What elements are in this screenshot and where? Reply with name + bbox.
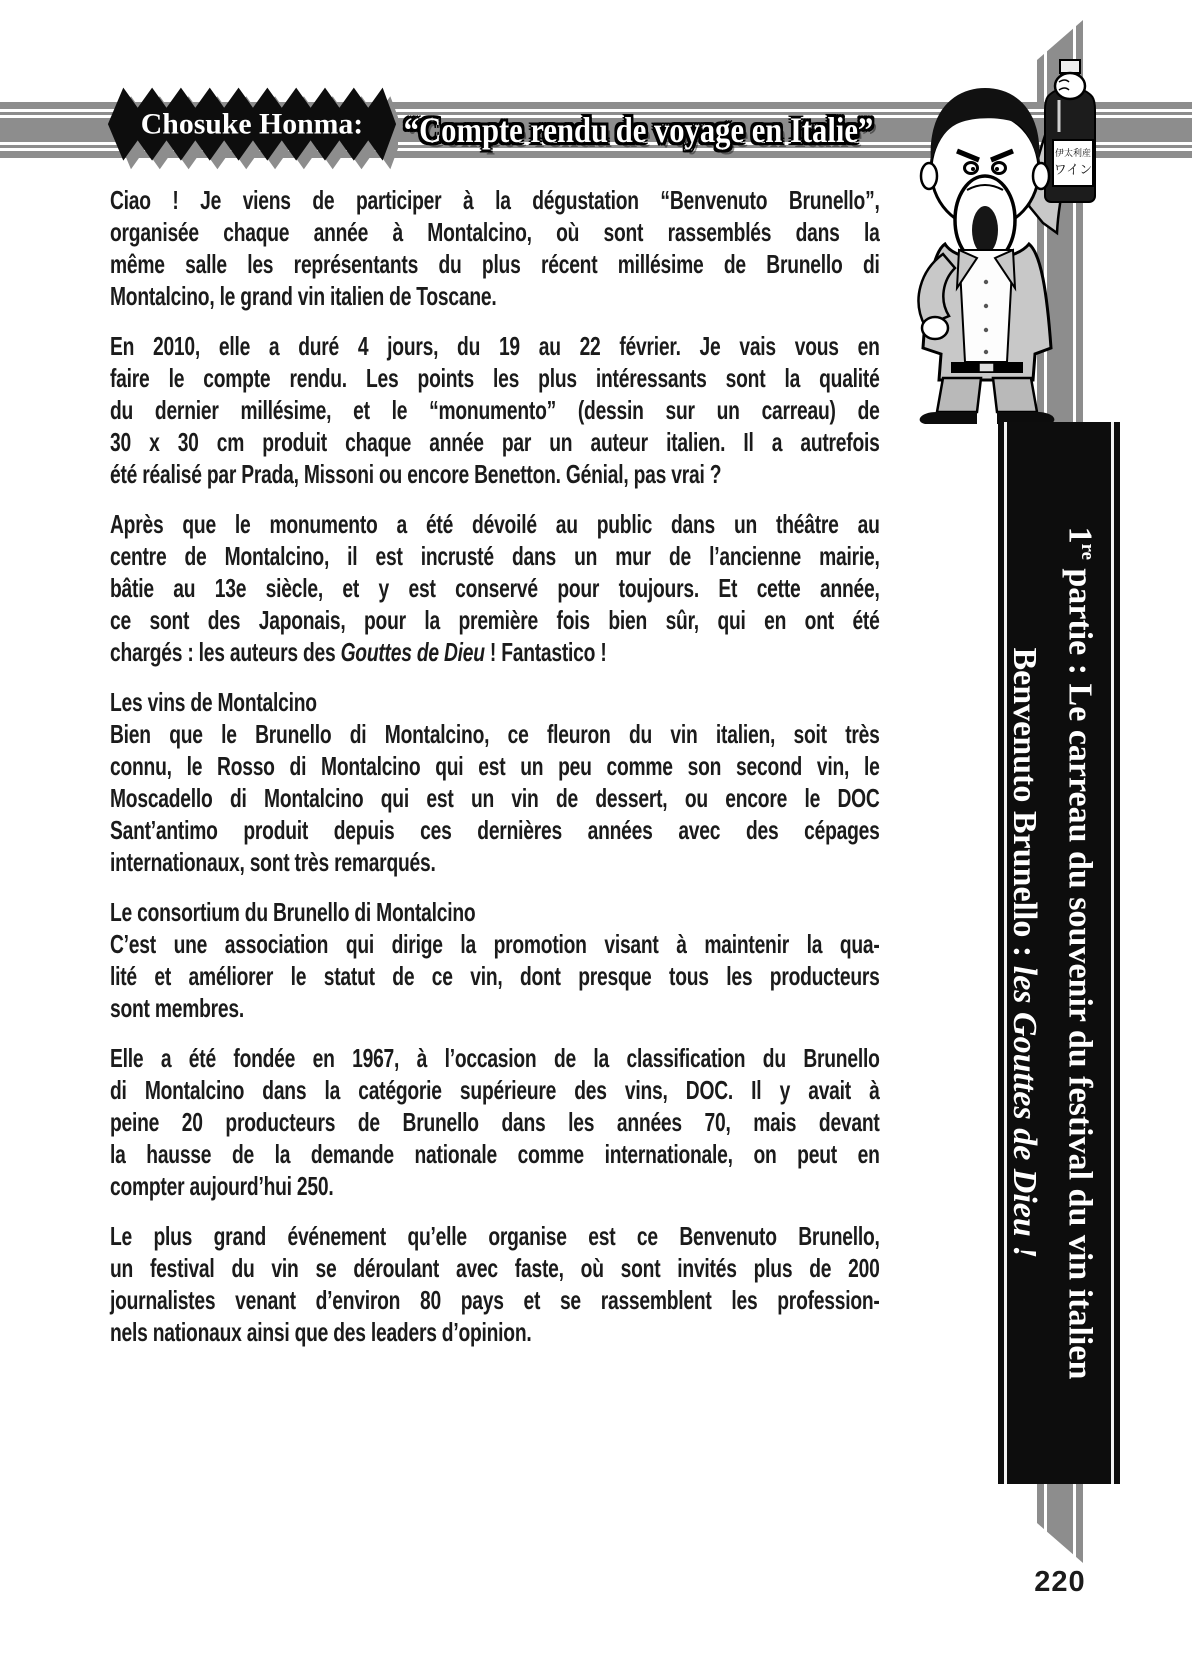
- text-line: nels nationaux ainsi que des leaders d’opinion.: [110, 1317, 532, 1347]
- text-line: Le plus grand événement qu’elle organise est ce Benvenuto Brunello,: [110, 1221, 880, 1251]
- text-line: Ciao ! Je viens de participer à la dégustation “Benvenuto Brunello”,: [110, 185, 880, 215]
- chapter-strip-line1: 1re partie : Le carreau du souvenir du festival du vin italien: [1061, 526, 1099, 1380]
- text-line: Montalcino, le grand vin italien de Toscane.: [110, 281, 497, 311]
- shoe: [920, 412, 977, 424]
- text-line: Bien que le Brunello di Montalcino, ce fleuron du vin italien, soit très: [110, 719, 880, 749]
- text-line: même salle les représentants du plus récent millésime de Brunello di: [110, 249, 880, 279]
- text-line: di Montalcino dans la catégorie supérieure des vins, DOC. Il y avait à: [110, 1075, 880, 1105]
- paragraph: [110, 1220, 880, 1348]
- page-number: 220: [1034, 1566, 1086, 1598]
- paragraph: [110, 1042, 880, 1202]
- chapter-strip-line2: Benvenuto Brunello : les Gouttes de Dieu !: [1005, 647, 1043, 1259]
- paragraph: [110, 718, 880, 878]
- paragraph: [110, 928, 880, 1024]
- text-line: Après que le monumento a été dévoilé au public dans un théâtre au: [110, 509, 880, 539]
- text-line: la hausse de la demande nationale comme internationale, on peut en: [110, 1139, 880, 1169]
- author-badge-label: Chosuke Honma:: [140, 107, 364, 141]
- text-line: chargés : les auteurs des Gouttes de Dieu ! Fantastico !: [110, 637, 607, 667]
- text-line: organisée chaque année à Montalcino, où sont rassemblés dans la: [110, 217, 880, 247]
- text-line: connu, le Rosso di Montalcino qui est un peu comme son second vin, le: [110, 751, 880, 781]
- text-line: En 2010, elle a duré 4 jours, du 19 au 22 février. Je vais vous en: [110, 331, 880, 361]
- paragraph: [110, 330, 880, 490]
- character-body: [919, 244, 1055, 424]
- text-line: C’est une association qui dirige la promotion visant à maintenir la qua-: [110, 929, 880, 959]
- character-illustration: [893, 48, 1145, 425]
- text-line: un festival du vin se déroulant avec faste, où sont invités plus de 200: [110, 1253, 880, 1283]
- text-line: bâtie au 13e siècle, et y est conservé pour toujours. Et cette année,: [110, 573, 880, 603]
- text-line: journalistes venant d’environ 80 pays et se rassemblent les profession-: [110, 1285, 880, 1315]
- article: [110, 184, 880, 1366]
- text-line: Moscadello di Montalcino qui est un vin de dessert, ou encore le DOC: [110, 783, 880, 813]
- paragraph: [110, 508, 880, 668]
- text-line: lité et améliorer le statut de ce vin, dont presque tous les producteurs: [110, 961, 880, 991]
- author-badge: [106, 74, 398, 178]
- text-line: été réalisé par Prada, Missoni ou encore Benetton. Génial, pas vrai ?: [110, 459, 722, 489]
- text-line: peine 20 producteurs de Brunello dans les années 70, mais devant: [110, 1107, 880, 1137]
- bottle-label-top-text: 伊太利産: [1054, 148, 1092, 158]
- text-line: sont membres.: [110, 993, 244, 1023]
- text-line: du dernier millésime, et le “monumento” (dessin sur un carreau) de: [110, 395, 880, 425]
- pants-leg: [937, 378, 981, 412]
- page-title: “Compte rendu de voyage en Italie”: [403, 110, 874, 150]
- bottle-label-main-text: ワイン: [1053, 162, 1093, 177]
- pants-leg: [993, 378, 1037, 412]
- text-line: compter aujourd’hui 250.: [110, 1171, 334, 1201]
- section-heading: Les vins de Montalcino: [110, 687, 317, 717]
- text-line: centre de Montalcino, il est incrusté dans un mur de l’ancienne mairie,: [110, 541, 880, 571]
- section-heading: Le consortium du Brunello di Montalcino: [110, 897, 476, 927]
- text-line: ce sont des Japonais, pour la première fois bien sûr, qui en ont été: [110, 605, 880, 635]
- text-line: Sant’antimo produit depuis ces dernières années avec des cépages: [110, 815, 880, 845]
- paragraph: [110, 184, 880, 312]
- chapter-strip-text: [998, 422, 1120, 1484]
- text-line: internationaux, sont très remarqués.: [110, 847, 436, 877]
- character-head: [921, 88, 1049, 264]
- hand: [1055, 73, 1085, 99]
- text-line: faire le compte rendu. Les points les plus intéressants sont la qualité: [110, 363, 880, 393]
- text-line: Elle a été fondée en 1967, à l’occasion de la classification du Brunello: [110, 1043, 880, 1073]
- text-line: 30 x 30 cm produit chaque année par un auteur italien. Il a autrefois: [110, 427, 880, 457]
